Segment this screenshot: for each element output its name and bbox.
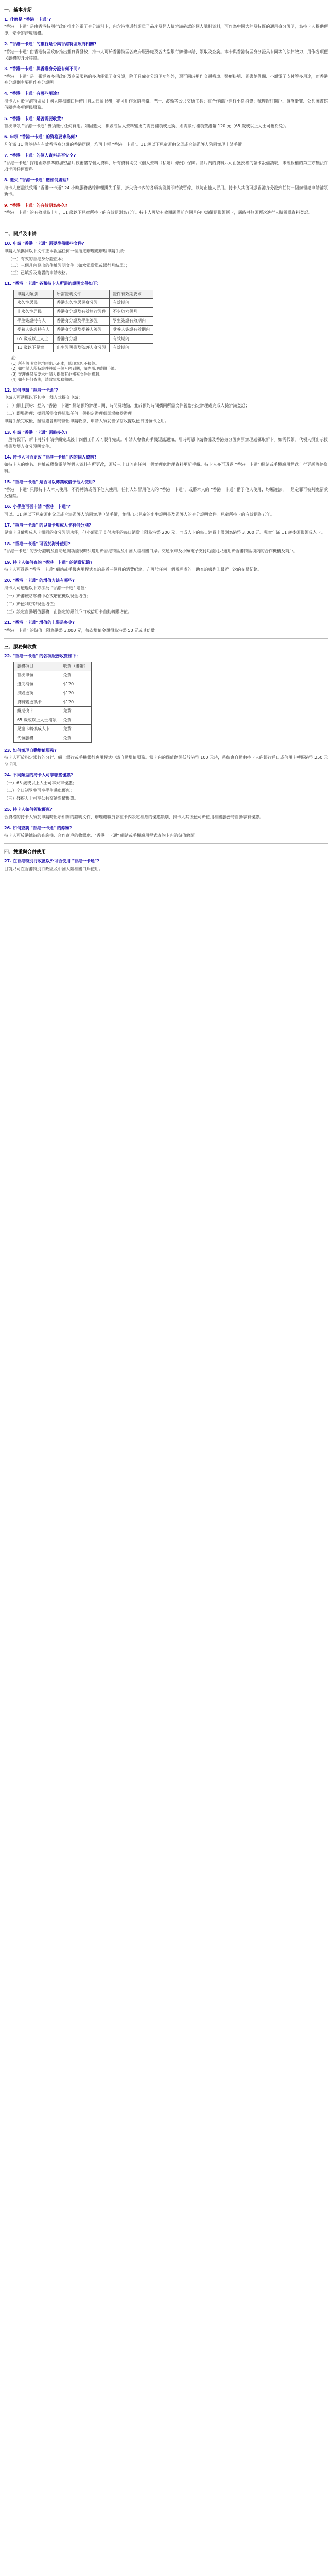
- table-cell: 免費: [60, 725, 91, 734]
- faq-question: 16. 小學生可否申請 "香港一卡通"?: [4, 504, 71, 510]
- table-header-cell: 服務項目: [14, 662, 60, 671]
- faq-item: [4, 16, 328, 37]
- faq-question: 23. 如何辦理自動增值服務?: [4, 748, 57, 753]
- faq-answer-paragraph: 持卡人可於港鐵站的查詢機、合作商戶的收銀處、"香港一卡通" 網站或手機應用程式查詢卡內的儲值餘額。: [4, 833, 199, 838]
- section-divider: [4, 638, 328, 639]
- table-row: [14, 734, 92, 742]
- faq-answer-paragraph: "香港一卡通" 的有效期為十年，11 歲以下兒童所持卡的有效期則為五年。持卡人可於有效期屆滿前六個月內申請續期換領新卡，屆時將無須再次進行人臉辨識資料登記。: [4, 210, 312, 215]
- faq-question: 15. "香港一卡通" 是否可以轉讓或借予他人使用?: [4, 480, 95, 485]
- table-cell: 香港身分證及學生簽證: [54, 316, 110, 325]
- faq-answer-paragraph: 首次申領 "香港一卡通" 毋須繳付任何費用。如因遺失、損毀或個人資料變更而需要補領或更換，則需繳付補領費港幣 120 元（65 歲或以上人士可獲豁免）。: [4, 124, 289, 129]
- table-row: [14, 707, 92, 716]
- faq-item: [4, 202, 328, 222]
- table-row: [14, 308, 153, 316]
- faq-item: [4, 858, 328, 872]
- faq-question: 19. 持卡人如何查詢 "香港一卡通" 的消費紀錄?: [4, 560, 93, 565]
- table-cell: 65 歲或以上人士: [14, 334, 54, 343]
- table-cell: 香港身分證及有效旅行證件: [54, 308, 110, 316]
- section-title: 四、雙重與合併使用: [4, 850, 46, 855]
- faq-answer-paragraph: 申請人可選擇以下其中一種方式提交申請：: [4, 395, 82, 400]
- table-row: [14, 326, 153, 334]
- table-cell: 首次申領: [14, 671, 60, 680]
- table-cell: 免費: [60, 734, 91, 742]
- table-cell: 學生簽證持有人: [14, 316, 54, 325]
- table-row: [14, 689, 92, 698]
- table-cell: 香港身分證: [54, 334, 110, 343]
- faq-answer-paragraph: "香港一卡通" 的儲值上限為港幣 3,000 元，每次增值金額須為港幣 50 元或其倍數。: [4, 628, 160, 633]
- faq-question: 17. "香港一卡通" 的兒童卡與成人卡有何分別?: [4, 523, 91, 528]
- faq-question: 4. "香港一卡通" 有哪些用途?: [4, 91, 60, 96]
- table-header-cell: 所需證明文件: [54, 290, 110, 298]
- faq-answer-paragraph: 目前只可在香港特別行政區及中國大陸相關口岸使用。: [4, 866, 103, 871]
- table-cell: $120: [60, 698, 91, 707]
- faq-answer-paragraph: 可以。11 歲以下兒童須由父母或合法監護人陪同辦理申請手續，並須出示兒童的出生證明書及監護人的身分證明文件。兒童所持卡的有效期為五年。: [4, 512, 274, 517]
- faq-question: 22. "香港一卡通" 的各項服務收費如下：: [4, 654, 81, 659]
- faq-question: 13. 申請 "香港一卡通" 需時多久?: [4, 430, 68, 435]
- table-cell: 受養人簽證有效期內: [110, 326, 153, 334]
- faq-item: [4, 91, 328, 111]
- faq-question: 24. 不同類型的持卡人可享哪些優惠?: [4, 773, 73, 778]
- faq-item: [4, 152, 328, 173]
- faq-question: 5. "香港一卡通" 是否需要收費?: [4, 116, 64, 121]
- faq-answer-paragraph: （二）於便利店以現金增值；: [4, 601, 58, 606]
- faq-question: 27. 在香港特別行政區以外可否使用 "香港一卡通"?: [4, 859, 99, 864]
- table-cell: 免費: [60, 707, 91, 716]
- faq-question: 20. "香港一卡通" 的增值方法有哪些?: [4, 578, 75, 583]
- faq-item: [4, 177, 328, 197]
- faq-question: 8. 遺失 "香港一卡通" 應如何處理?: [4, 178, 69, 183]
- table-row: [14, 334, 153, 343]
- table-cell: 資料變更換卡: [14, 698, 60, 707]
- note-line: (2) 如申請人所持證件將於三個月內到期，請先辦理續期手續。: [11, 366, 119, 371]
- table-cell: 代領服務: [14, 734, 60, 742]
- table-cell: 11 歲以下兒童: [14, 343, 54, 352]
- table-cell: 香港身分證及受養人簽證: [54, 326, 110, 334]
- faq-item: [4, 116, 328, 130]
- faq-answer-paragraph: 兒童卡具備與成人卡相同的身分證明功能，但小額電子支付功能的每日消費上限為港幣 200 元，而成人卡的每日消費上限則為港幣 3,000 元。兒童年滿 11 歲後須換領成人卡。: [4, 530, 325, 535]
- table-header-cell: 收費（港幣）: [60, 662, 91, 671]
- faq-list-item: （三）已填妥及簽署的申請表格。: [8, 270, 70, 275]
- faq-item: [4, 281, 328, 383]
- faq-answer-paragraph: （三）殘疾人士可享公共交通票價優惠。: [4, 796, 78, 801]
- faq-item: [4, 479, 328, 499]
- table-row: [14, 316, 153, 325]
- table-row: [14, 716, 92, 724]
- table-header-cell: 申請人類別: [14, 290, 54, 298]
- faq-item: [4, 807, 328, 821]
- table-row: [14, 671, 92, 680]
- faq-item: [4, 504, 328, 518]
- table-cell: 有效期內: [110, 298, 153, 307]
- faq-answer-paragraph: "香港一卡通" 的身分證明及自助通關功能現時只適用於香港特區及中國大陸相關口岸。交通乘車及小額電子支付功能則只適用於香港特區境內的合作機構及商戶。: [4, 549, 298, 554]
- faq-question: 10. 申請 "香港一卡通" 需要準備哪些文件?: [4, 241, 84, 246]
- note-line: (1) 所有證明文件均須出示正本，影印本恕不接納。: [11, 361, 99, 366]
- section-title: 二、開戶及申請: [4, 232, 37, 238]
- faq-answer-paragraph: （一）於港鐵站客務中心或增值機以現金增值；: [4, 594, 91, 599]
- faq-list-item: （二）三個月內發出的住址證明文件（如水電費單或銀行月結單）；: [8, 263, 130, 268]
- table-header-row: [14, 290, 153, 298]
- faq-question: 18. "香港一卡通" 可否於海外使用?: [4, 541, 71, 546]
- table-cell: 免費: [60, 716, 91, 724]
- table-header-cell: 證件有效期要求: [110, 290, 153, 298]
- faq-item: [4, 620, 328, 634]
- section-divider: [4, 843, 328, 844]
- faq-item: [4, 241, 328, 276]
- table-row: [14, 298, 153, 307]
- faq-item: [4, 772, 328, 802]
- table-cell: 不少於六個月: [110, 308, 153, 316]
- faq-item: [4, 560, 328, 573]
- faq-question: 9. "香港一卡通" 的有效期為多久?: [4, 202, 68, 208]
- table-cell: $120: [60, 689, 91, 698]
- faq-answer-paragraph: （二）全日制學生可享學生乘車優惠；: [4, 788, 74, 793]
- faq-answer-paragraph: （三）設定自動增值服務，由指定的銀行戶口或信用卡自動轉賬增值。: [4, 609, 132, 614]
- faq-answer-paragraph: 合資格的持卡人須於申請時出示相關的證明文件，辦理處職員會在卡內設定相應的優惠類別，持卡人其後便可於使用相關服務時自動享有優惠。: [4, 815, 264, 820]
- info-table: [13, 290, 153, 353]
- faq-question: 1. 什麼是 "香港一卡通"?: [4, 16, 51, 22]
- faq-question: 26. 如何查詢 "香港一卡通" 的餘額?: [4, 825, 72, 831]
- faq-question: 2. "香港一卡通" 的推行是否與香港特區政府相關?: [4, 42, 97, 47]
- faq-answer-paragraph: （一）65 歲或以上人士可享乘車優惠；: [4, 780, 77, 785]
- table-cell: 非永久性居民: [14, 308, 54, 316]
- faq-page: [0, 0, 332, 882]
- note-line: (4) 如有任何查詢，請致電服務熱線。: [11, 377, 76, 382]
- faq-item: [4, 653, 328, 743]
- faq-answer-paragraph: （一）網上預約：登入 "香港一卡通" 網站預約辦理日期、時間及地點，並於預約時間攜同所需文件親臨指定辦理處完成人臉辨識登記；: [4, 403, 250, 408]
- table-cell: 有效期內: [110, 343, 153, 352]
- table-row: [14, 698, 92, 707]
- table-cell: 65 歲或以上人士補領: [14, 716, 60, 724]
- table-cell: 香港永久性居民身分證: [54, 298, 110, 307]
- faq-item: [4, 66, 328, 86]
- faq-item: [4, 825, 328, 839]
- table-cell: 有效期內: [110, 334, 153, 343]
- faq-item: [4, 578, 328, 615]
- faq-item: [4, 430, 328, 450]
- table-header-row: [14, 662, 92, 671]
- faq-answer-paragraph: 持卡人可於指定銀行的分行、網上銀行或手機銀行應用程式申請自動增值服務。當卡內的儲值餘額低於港幣 100 元時，系統會自動由持卡人的銀行戶口或信用卡轉賬港幣 250 元至卡內。: [4, 755, 328, 767]
- section-title: 一、基本介紹: [4, 8, 32, 13]
- faq-item: [4, 541, 328, 555]
- section-title: 三、服務與收費: [4, 645, 37, 650]
- faq-item: [4, 748, 328, 768]
- table-cell: 遺失補領: [14, 680, 60, 689]
- faq-item: [4, 387, 328, 425]
- faq-answer-paragraph: 一般情況下，新卡將於申請手續完成後十四個工作天內製作完成。申請人會收到手機短訊通知，屆時可憑申請收據及香港身分證到原辦理處領取新卡。如需代領，代領人須出示授權書及雙方身分證明文件。: [4, 437, 328, 449]
- faq-answer-paragraph: 持卡人可於香港特區及中國大陸相關口岸使用自助通關服務；亦可用作乘搭港鐵、巴士、渡輪等公共交通工具；在合作商戶進行小額消費；辦理銀行開戶、醫療掛號、公共圖書館借閱等多項便民服務。: [4, 98, 328, 110]
- info-table: [13, 662, 92, 743]
- table-cell: 兒童卡轉換成人卡: [14, 725, 60, 734]
- table-row: [14, 725, 92, 734]
- faq-question: 12. 如何申請 "香港一卡通"?: [4, 387, 58, 393]
- faq-answer-paragraph: 凡年滿 11 歲並持有有效香港身分證的香港居民，均可申領 "香港一卡通"。11 歲以下兒童須由父母或合法監護人陪同辦理申請手續。: [4, 142, 246, 147]
- table-row: [14, 680, 92, 689]
- faq-answer-paragraph: 如持卡人的姓名、住址或聯絡電話等個人資料有所更改，須於三十日內到任何一個辦理處辦理資料更新手續。持卡人亦可透過 "香港一卡通" 網站或手機應用程式自行更新聯絡資料。: [4, 462, 328, 473]
- faq-answer-paragraph: 持卡人應盡快致電 "香港一卡通" 24 小時服務熱線辦理掛失手續，掛失後卡內的各項功能將即時被暫停，以防止他人冒用。持卡人其後可憑香港身分證到任何一個辦理處申請補領新卡。: [4, 185, 328, 197]
- faq-item: [4, 41, 328, 61]
- faq-answer-paragraph: 申請手續完成後，辦理處會即時發出申請收據，申請人須妥善保存收據以便日後領卡之用。: [4, 419, 169, 424]
- faq-question: 14. 持卡人可否更改 "香港一卡通" 內的個人資料?: [4, 454, 97, 460]
- faq-question: 3. "香港一卡通" 與香港身分證有何不同?: [4, 66, 80, 72]
- faq-item: [4, 454, 328, 474]
- table-row: [14, 343, 153, 352]
- faq-question: 25. 持卡人如何領取優惠?: [4, 807, 53, 812]
- faq-item: [4, 134, 328, 148]
- table-cell: 學生簽證有效期內: [110, 316, 153, 325]
- faq-answer-paragraph: "香港一卡通" 只限持卡人本人使用，不得轉讓或借予他人使用。任何人如冒用他人的 "香港一卡通"，或將本人的 "香港一卡通" 借予他人使用，均屬違法，一經定罪可被判處罰款及監禁。: [4, 487, 328, 498]
- faq-question: 11. "香港一卡通" 各類持卡人所需的證明文件如下：: [4, 281, 101, 286]
- faq-answer-paragraph: "香港一卡通" 是一張涵蓋多項政府及商業服務的多功能電子身分證，除了具備身分證明功能外，還可同時用作交通乘車、醫療掛號、圖書館借閱、小額電子支付等多用途，而香港身分證則主要用作身分證明。: [4, 74, 328, 86]
- faq-question: 21. "香港一卡通" 增值的上限是多少?: [4, 620, 75, 625]
- table-cell: $120: [60, 680, 91, 689]
- faq-question: 6. 申領 "香港一卡通" 的資格要求為何?: [4, 134, 77, 140]
- faq-item: [4, 522, 328, 536]
- faq-answer-paragraph: 持卡人可透過以下方法為 "香港一卡通" 增值：: [4, 585, 89, 590]
- note-line: 註：: [11, 355, 19, 361]
- faq-answer-paragraph: 申請人須攜同以下文件正本親臨任何一個指定辦理處辦理申請手續：: [4, 248, 128, 253]
- table-cell: 永久性居民: [14, 298, 54, 307]
- note-line: (3) 辦理處保留要求申請人提供其他補充文件的權利。: [11, 371, 103, 377]
- faq-answer-paragraph: "香港一卡通" 採用國際標準的加密晶片技術儲存個人資料，所有資料均受《個人資料（私隱）條例》保障。晶片內的資料只可由獲授權的讀卡設備讀取，未經授權的第三方無法存取卡內任何資料。: [4, 160, 328, 172]
- faq-answer-paragraph: "香港一卡通" 由香港特區政府推出並負責發放，持卡人可於香港特區各政府服務處及各大型銀行辦理申請、領取及查詢。本卡與香港特區身分證具有同等的法律效力，用作各項便民服務的身分認證。: [4, 49, 328, 60]
- table-cell: 免費: [60, 671, 91, 680]
- table-notes: [11, 355, 328, 383]
- faq-question: 7. "香港一卡通" 的個人資料是否安全?: [4, 153, 76, 158]
- faq-answer-paragraph: "香港一卡通" 是由香港特別行政府推出的電子身分識別卡，內含港澳通行證電子晶片及經人臉辨識確認的個人識別資料，可作為中國大陸及特區的通用身分證明，為持卡人提供便捷、安全的跨境服務。: [4, 24, 328, 36]
- faq-list-item: （一）有效的香港身分證正本；: [8, 257, 66, 262]
- faq-answer-paragraph: （二）即場辦理：攜同所需文件親臨任何一個指定辦理處即場輪候辦理。: [4, 411, 136, 416]
- table-cell: 損毀更換: [14, 689, 60, 698]
- table-cell: 續期換卡: [14, 707, 60, 716]
- faq-answer-paragraph: 持卡人可透過 "香港一卡通" 網站或手機應用程式查詢最近三個月的消費紀錄，亦可於任何一個辦理處的自助查詢機列印最近十次的交易紀錄。: [4, 567, 262, 572]
- table-cell: 出生證明書及監護人身分證: [54, 343, 110, 352]
- table-cell: 受養人簽證持有人: [14, 326, 54, 334]
